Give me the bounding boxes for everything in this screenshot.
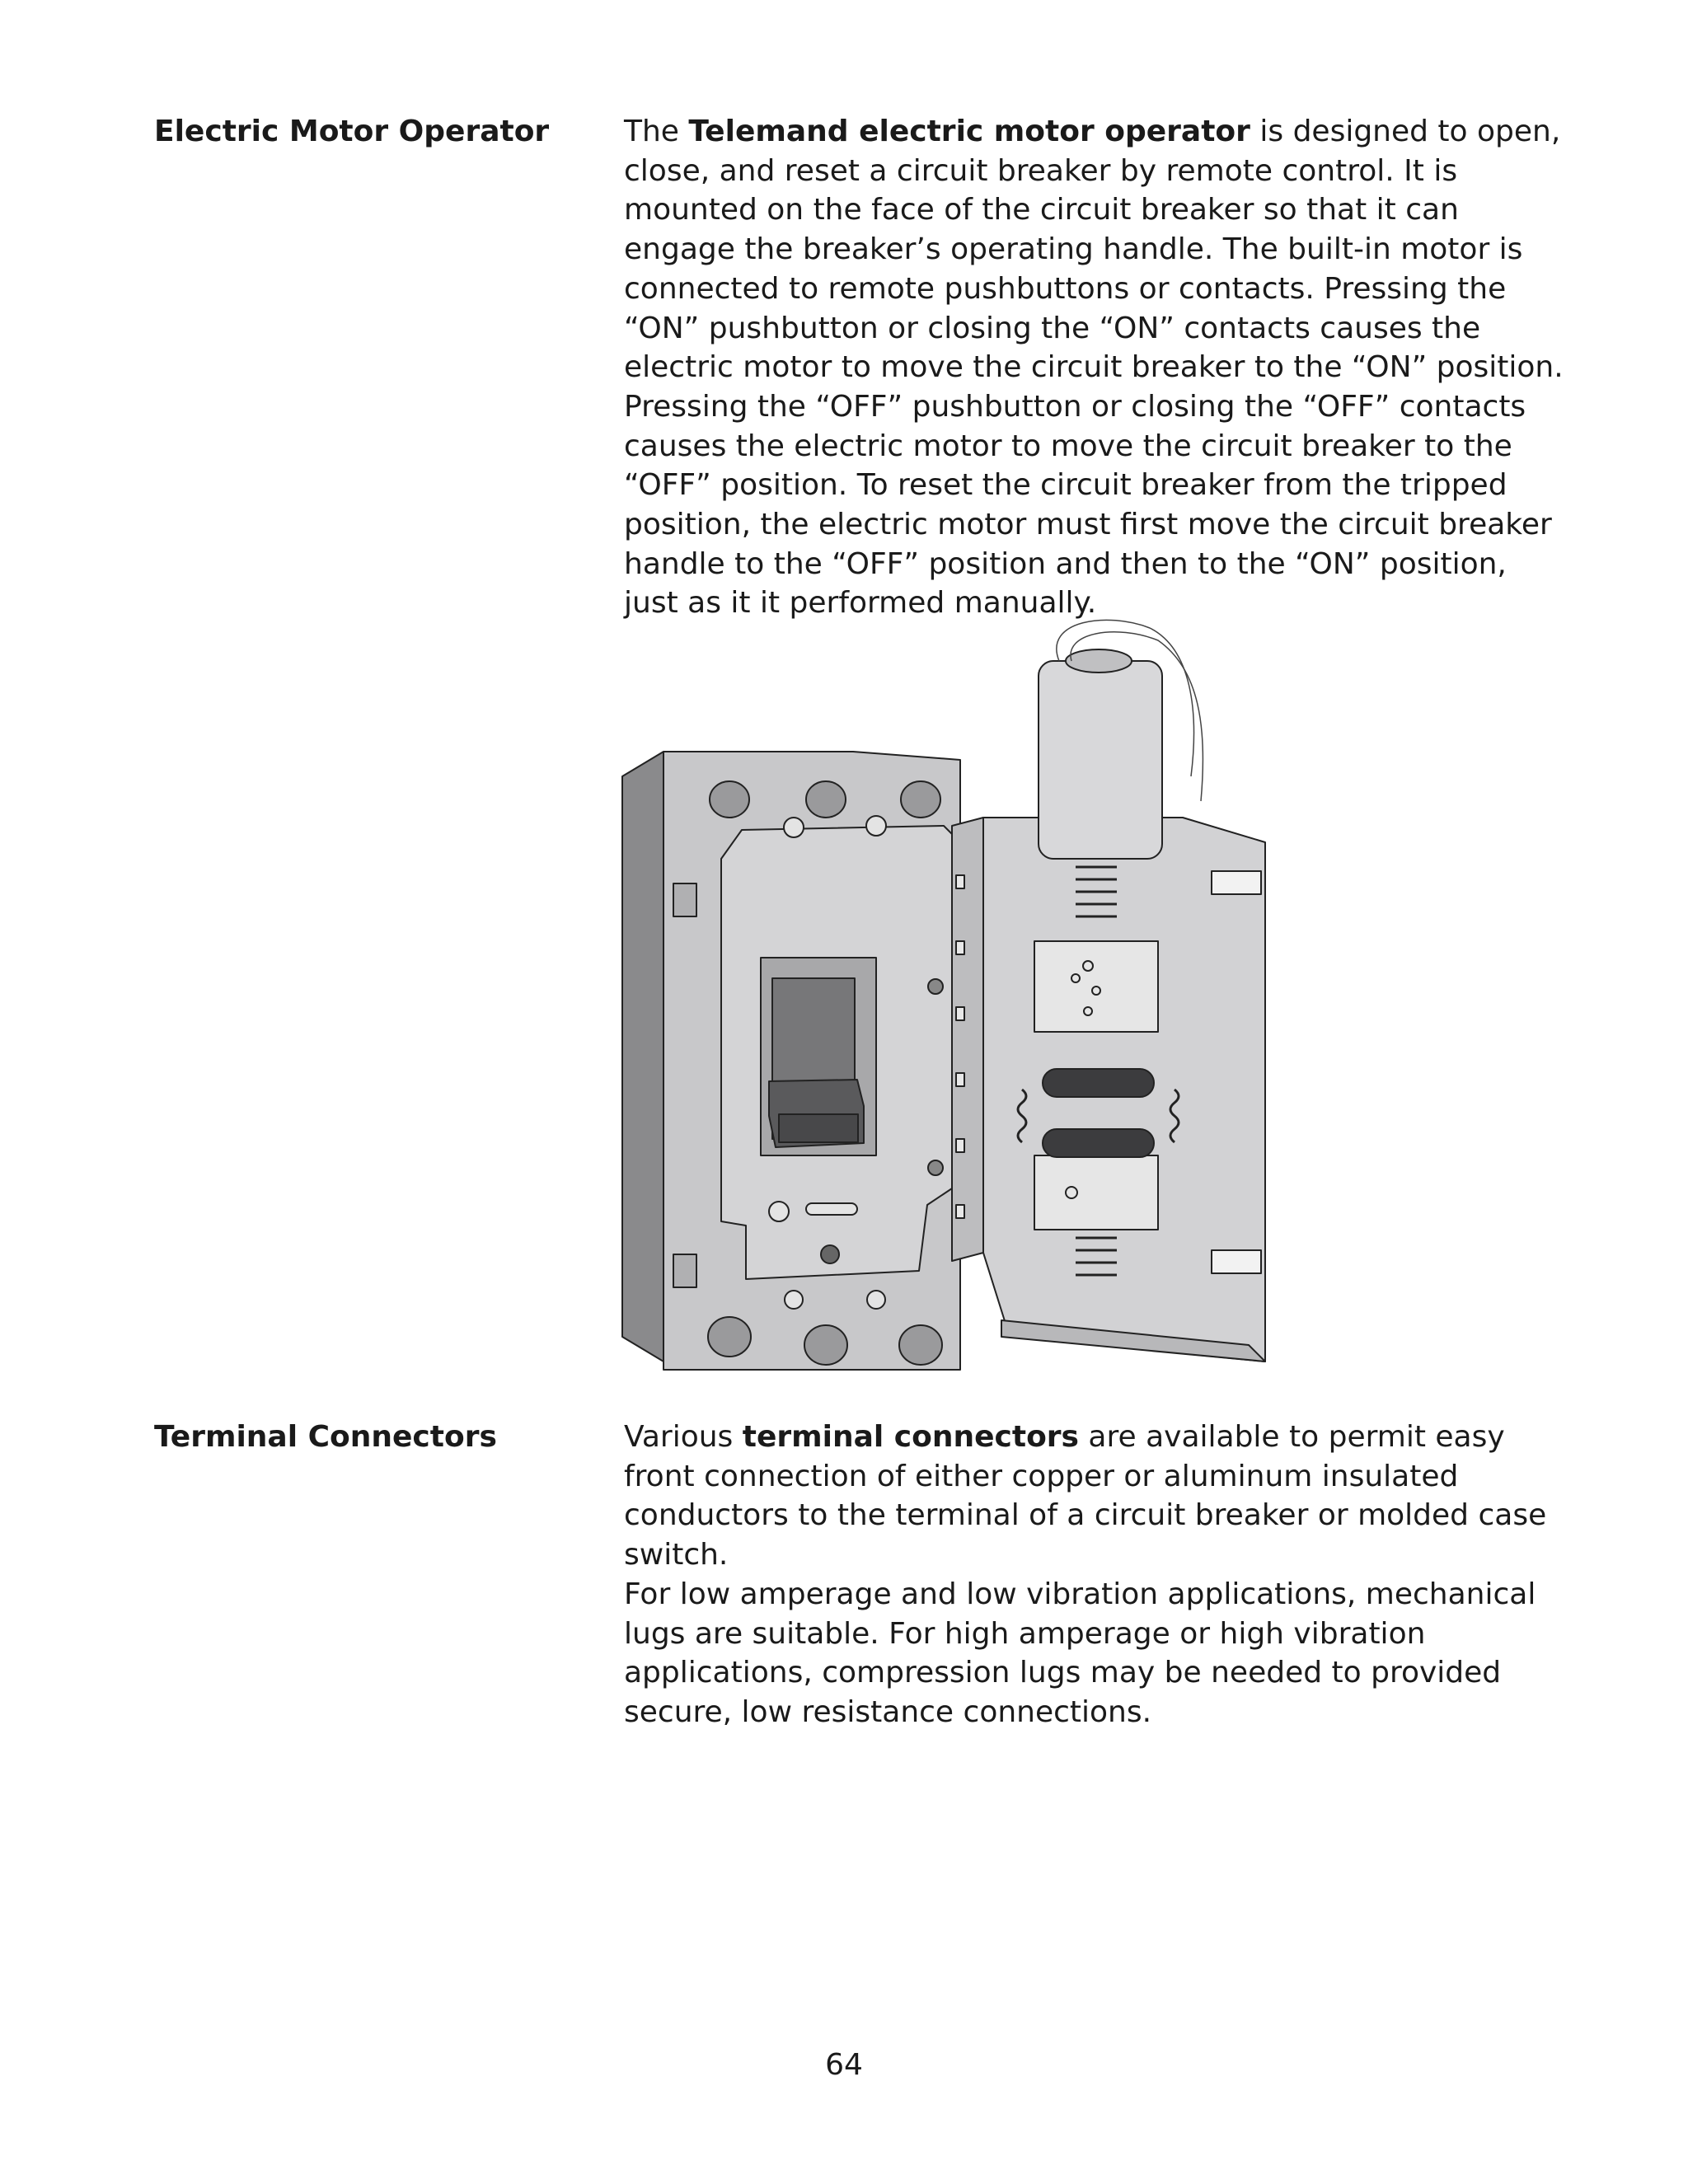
bottom-screw-1 xyxy=(785,1291,803,1309)
page-number: 64 xyxy=(825,2048,863,2082)
bottom-screw-2 xyxy=(867,1291,885,1309)
terminal-connectors-paragraph-2: For low amperage and low vibration applications, mechanical lugs are suitable. For high amperage or high vibration applications, compression lugs may be needed to provided secure, low resistance connections. xyxy=(624,1577,1536,1730)
terminal-connectors-paragraph-1: Various terminal connectors are available to permit easy front connection of either copper or aluminum insulated conductors to the terminal of a circuit breaker or molded case switch. xyxy=(624,1420,1547,1572)
face-rivet-bottom xyxy=(821,1245,839,1263)
motor-cap xyxy=(1066,649,1132,673)
section-heading-terminal-connectors: Terminal Connectors xyxy=(154,1420,497,1454)
motor-operator-paragraph: The Telemand electric motor operator is designed to open, close, and reset a circuit breaker by remote control. It is mounted on the face of the circuit breaker so that it can engage the breaker’s operating handle. The built-in motor is connected to remote pushbuttons or contacts. Pressing the “ON” pushbutton or closing the “ON” contacts causes the electric motor to move the circuit breaker to the “ON” position. Pressing the “OFF” pushbutton or closing the “OFF” contacts causes the electric motor to move the circuit breaker to the “OFF” position. To reset the circuit breaker from the tripped position, the electric motor must first move the circuit breaker handle to the “OFF” position and then to the “ON” position, just as it it performed manually. xyxy=(624,115,1564,621)
operating-handle-face xyxy=(779,1114,858,1142)
slide-block-lower xyxy=(1034,1155,1158,1230)
face-slot xyxy=(806,1203,857,1215)
latch-clip-bottom xyxy=(1212,1250,1261,1273)
bottom-terminal-lug-2 xyxy=(804,1325,847,1365)
top-terminal-lug-3 xyxy=(901,781,940,818)
breaker-side-panel xyxy=(622,752,663,1361)
face-rivet-right-2 xyxy=(928,1160,943,1175)
face-rivet-right-1 xyxy=(928,979,943,994)
face-screw-top-center xyxy=(866,816,886,836)
breaker-side-clip-bottom xyxy=(673,1254,696,1287)
roller-lower xyxy=(1043,1129,1154,1157)
face-screw-mid-left xyxy=(769,1202,789,1221)
top-terminal-lug-2 xyxy=(806,781,846,818)
face-screw-top-left xyxy=(784,818,804,837)
section-heading-electric-motor-operator: Electric Motor Operator xyxy=(154,115,550,148)
breaker-side-clip-top xyxy=(673,883,696,916)
top-terminal-lug-1 xyxy=(710,781,749,818)
roller-upper xyxy=(1043,1069,1154,1097)
bottom-terminal-lug-3 xyxy=(899,1325,942,1365)
motor-operator-illustration xyxy=(614,612,1298,1374)
latch-clip-top xyxy=(1212,871,1261,894)
bottom-terminal-lug-1 xyxy=(708,1317,751,1357)
motor-housing xyxy=(1039,661,1162,859)
